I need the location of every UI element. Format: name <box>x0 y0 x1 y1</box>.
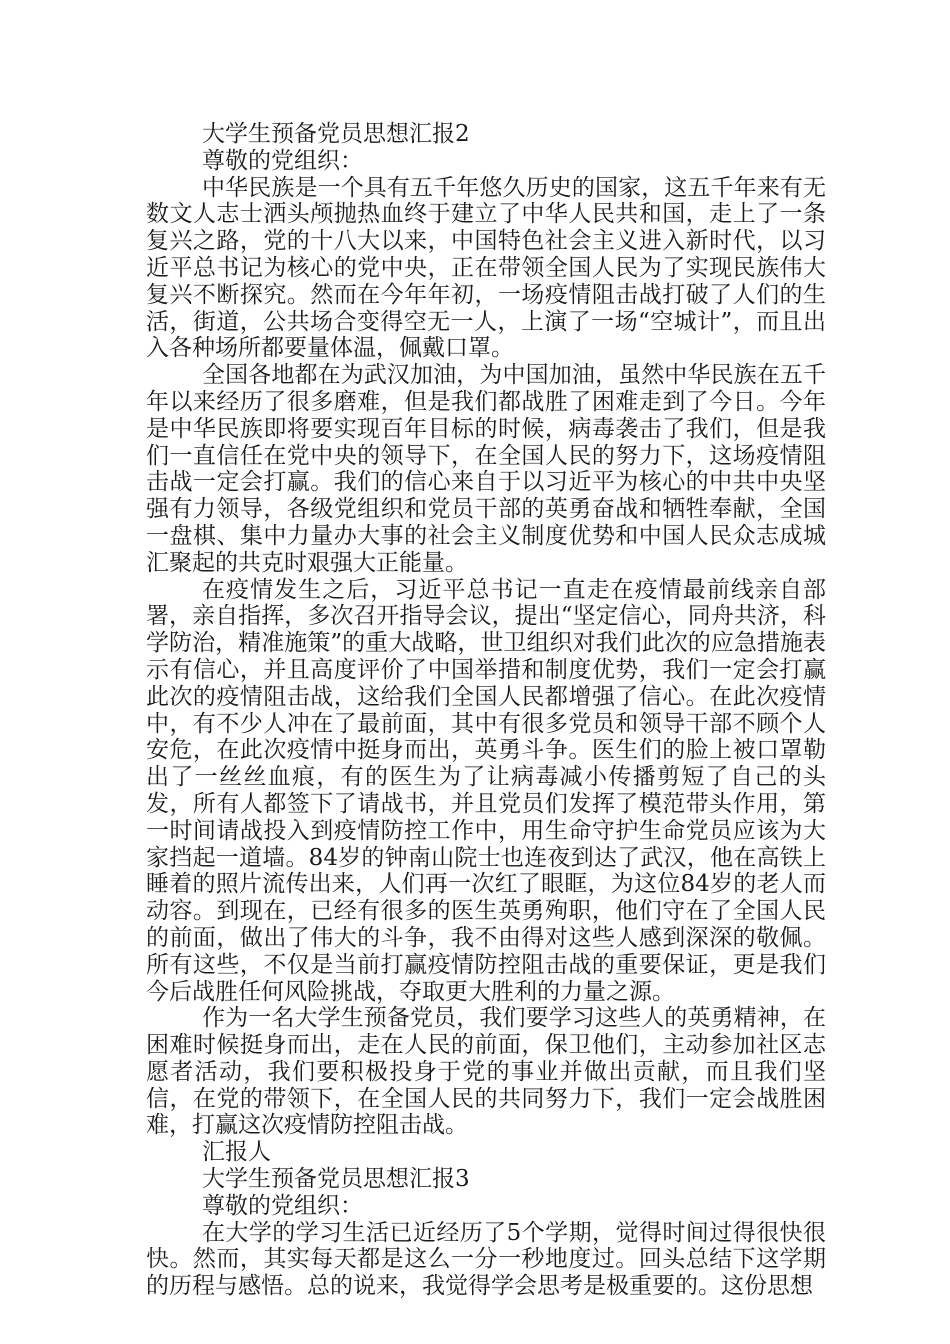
paragraph: 全国各地都在为武汉加油，为中国加油，虽然中华民族在五千年以来经历了很多磨难，但是我们都战胜了困难走到了今日。今年是中华民族即将要实现百年目标的时候，病毒袭击了我们，但是我们一直信任在党中央的领导下，在全国人民的努力下，这场疫情阻击战一定会打赢。我们的信心来自于以习近平为核心的中共中央坚强有力领导，各级党组织和党员干部的英勇奋战和牺牲奉献，全国一盘棋、集中力量办大事的社会主义制度优势和中国人民众志成城汇聚起的共克时艰强大正能量。 <box>146 362 826 576</box>
paragraph: 在大学的学习生活已近经历了5个学期，觉得时间过得很快很快。然而，其实每天都是这么一分一秒地度过。回头总结下这学期的历程与感悟。总的说来，我觉得学会思考是极重要的。这份思想 <box>146 1219 826 1300</box>
paragraph: 在疫情发生之后，习近平总书记一直走在疫情最前线亲自部署，亲自指挥，多次召开指导会议，提出“坚定信心，同舟共济，科学防治，精准施策”的重大战略，世卫组织对我们此次的应急措施表示有信心，并且高度评价了中国举措和制度优势，我们一定会打赢此次的疫情阻击战，这给我们全国人民都增强了信心。在此次疫情中，有不少人冲在了最前面，其中有很多党员和领导干部不顾个人安危，在此次疫情中挺身而出，英勇斗争。医生们的脸上被口罩勒出了一丝丝血痕，有的医生为了让病毒减小传播剪短了自己的头发，所有人都签下了请战书，并且党员们发挥了模范带头作用，第一时间请战投入到疫情防控工作中，用生命守护生命党员应该为大家挡起一道墙。84岁的钟南山院士也连夜到达了武汉，他在高铁上睡着的照片流传出来，人们再一次红了眼眶，为这位84岁的老人而动容。到现在，已经有很多的医生英勇殉职，他们守在了全国人民的前面，做出了伟大的斗争，我不由得对这些人感到深深的敬佩。所有这些，不仅是当前打赢疫情防控阻击战的重要保证，更是我们今后战胜任何风险挑战，夺取更大胜利的力量之源。 <box>146 576 826 1005</box>
paragraph: 作为一名大学生预备党员，我们要学习这些人的英勇精神，在困难时候挺身而出，走在人民的前面，保卫他们，主动参加社区志愿者活动，我们要积极投身于党的事业并做出贡献，而且我们坚信，在党的带领下，在全国人民的共同努力下，我们一定会战胜困难，打赢这次疫情防控阻击战。 <box>146 1005 826 1139</box>
report-heading: 大学生预备党员思想汇报2 <box>202 121 470 147</box>
report-heading: 大学生预备党员思想汇报3 <box>202 1166 470 1193</box>
signature: 汇报人 <box>202 1139 271 1166</box>
salutation: 尊敬的党组织： <box>202 1192 363 1219</box>
salutation: 尊敬的党组织： <box>202 147 363 174</box>
document-body <box>146 121 826 1300</box>
paragraph: 中华民族是一个具有五千年悠久历史的国家，这五千年来有无数文人志士洒头颅抛热血终于建立了中华人民共和国，走上了一条复兴之路，党的十八大以来，中国特色社会主义进入新时代，以习近平总书记为核心的党中央，正在带领全国人民为了实现民族伟大复兴不断探究。然而在今年年初，一场疫情阻击战打破了人们的生活，街道，公共场合变得空无一人，上演了一场“空城计”，而且出入各种场所都要量体温，佩戴口罩。 <box>146 174 826 362</box>
